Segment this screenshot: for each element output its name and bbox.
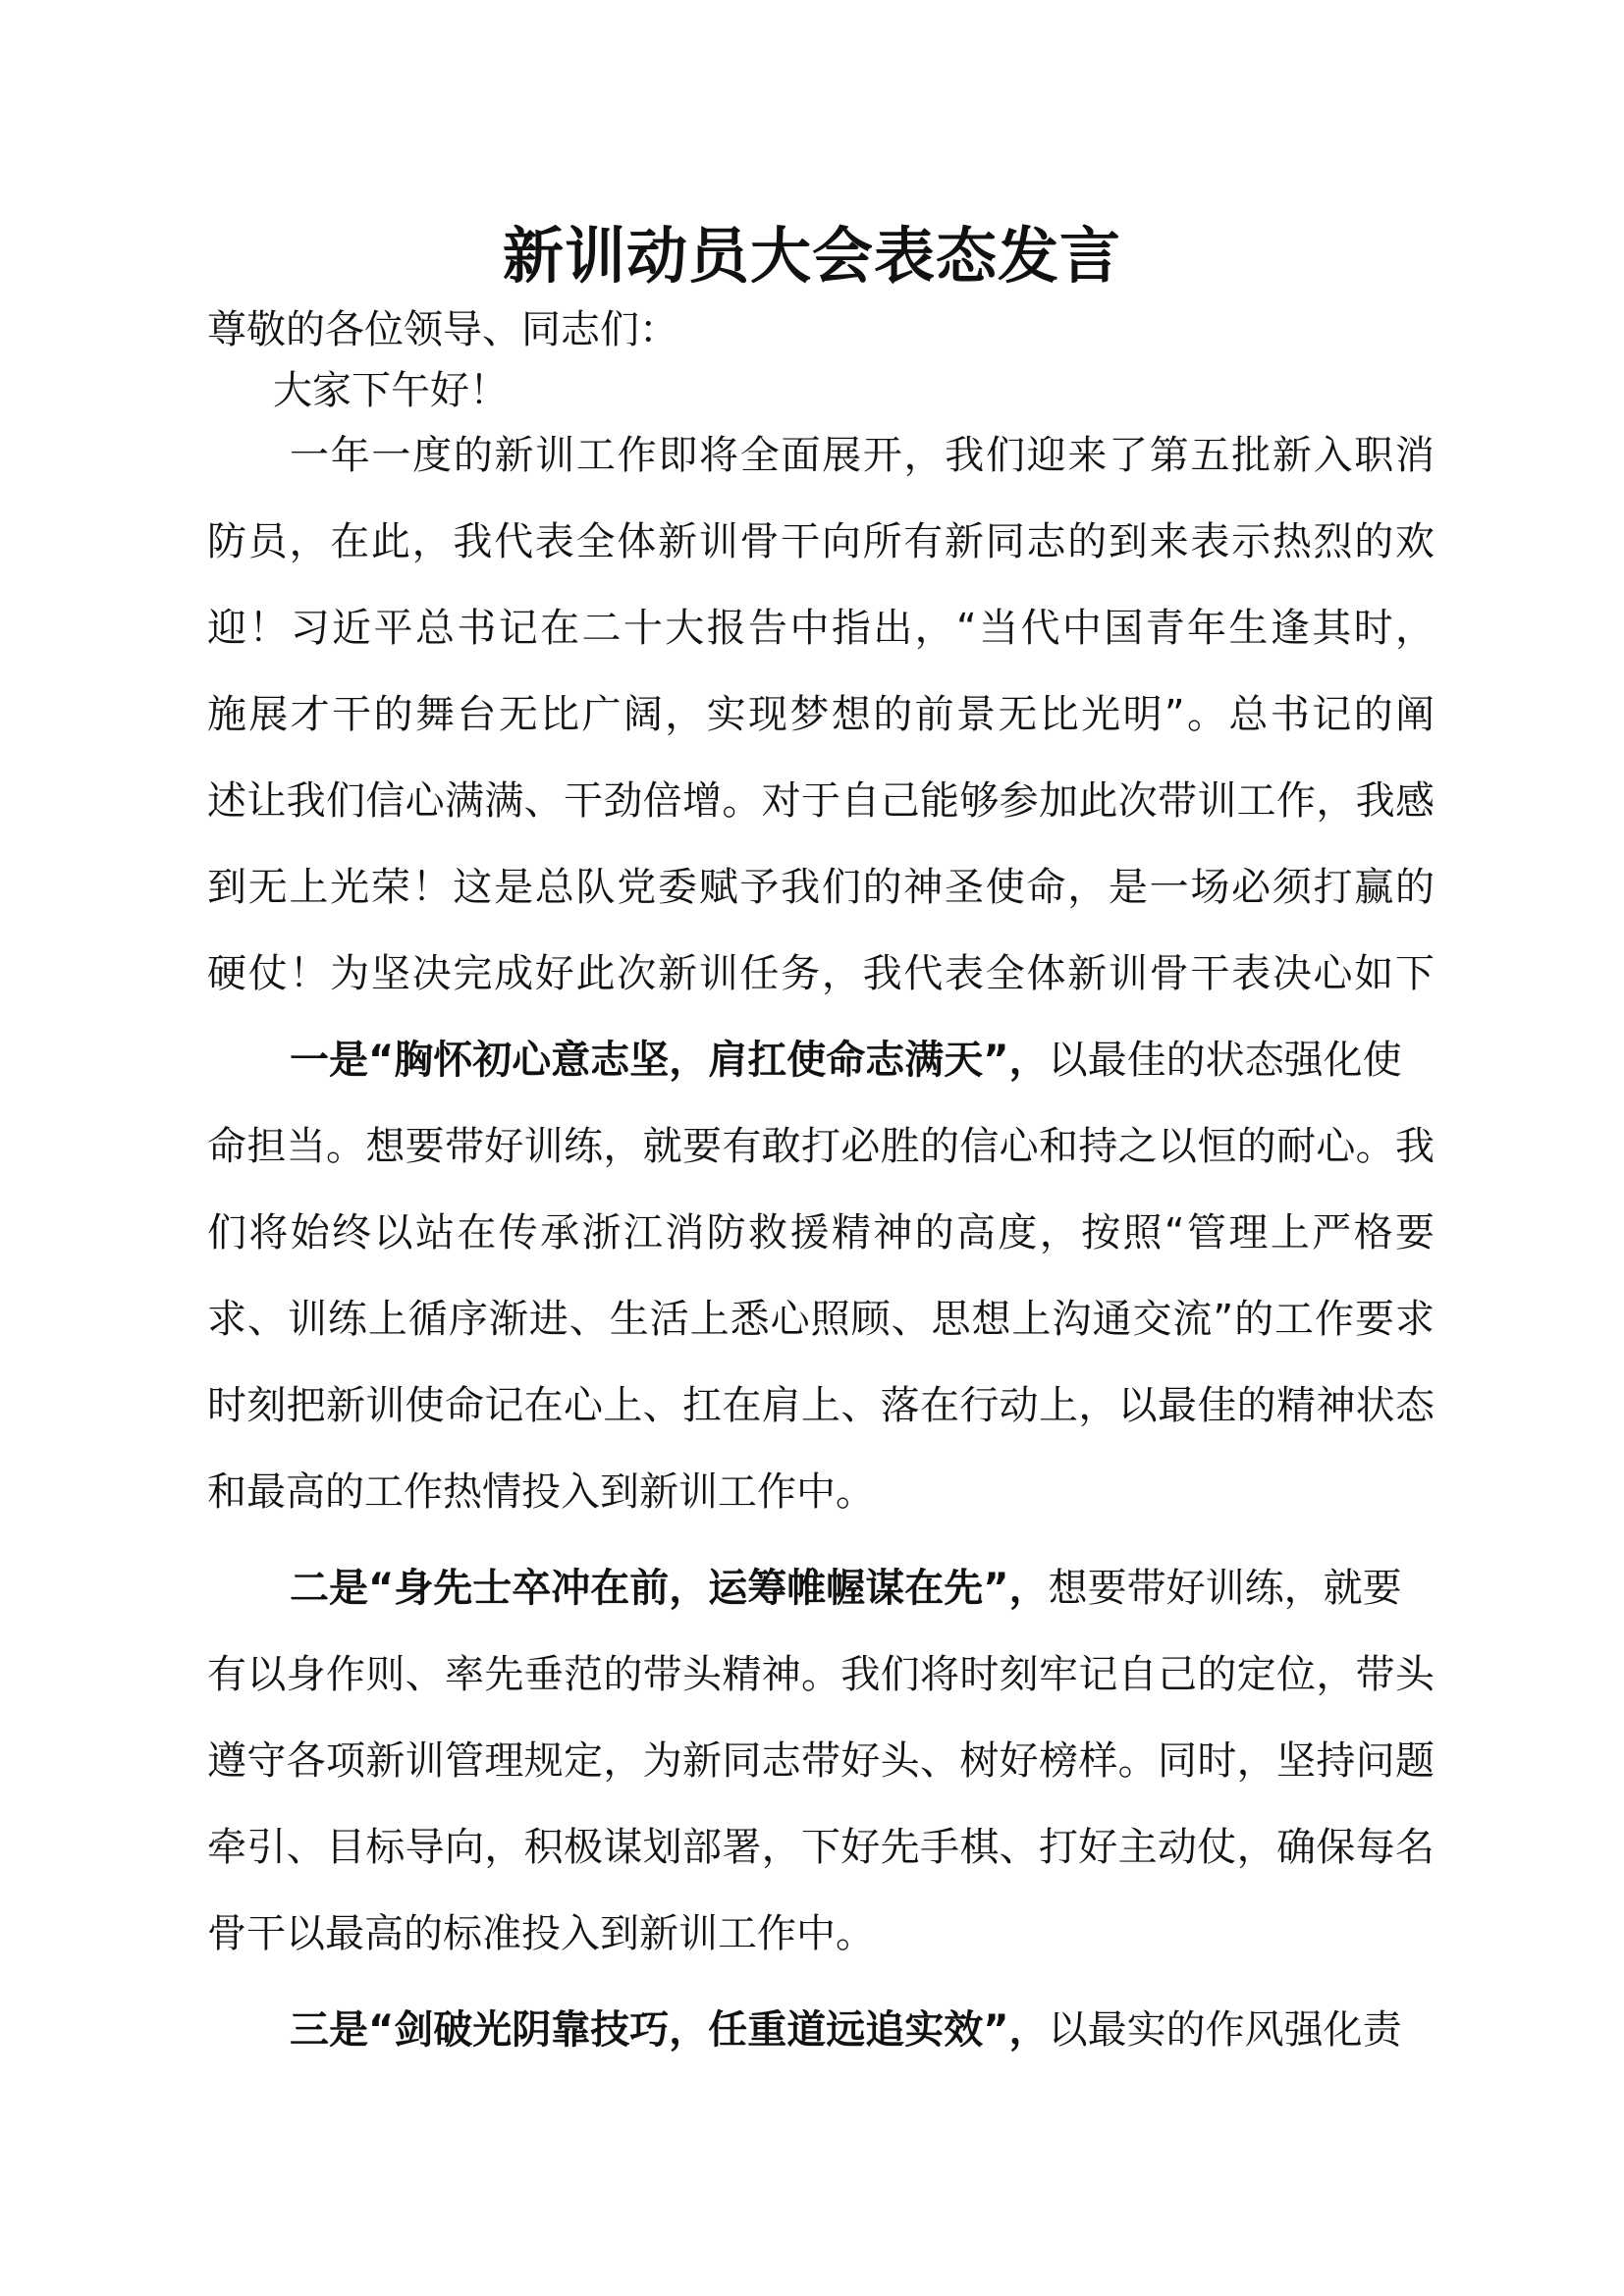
para1-line-6: 到无上光荣！这是总队党委赋予我们的神圣使命，是一场必须打赢的 bbox=[207, 865, 1435, 910]
para1-line-3: 迎！习近平总书记在二十大报告中指出，“当代中国青年生逢其时， bbox=[207, 606, 1435, 651]
para2-line-6: 和最高的工作热情投入到新训工作中。 bbox=[207, 1469, 875, 1515]
para3-line-4: 牵引、目标导向，积极谋划部署，下好先手棋、打好主动仗，确保每名 bbox=[207, 1825, 1435, 1870]
para3-first-line-rest: 想要带好训练，就要 bbox=[1048, 1566, 1402, 1611]
para3-line-5: 骨干以最高的标准投入到新训工作中。 bbox=[207, 1911, 875, 1956]
para1-line-5: 述让我们信心满满、干劲倍增。对于自己能够参加此次带训工作，我感 bbox=[207, 778, 1435, 824]
para1-line-1: 一年一度的新训工作即将全面展开，我们迎来了第五批新入职消 bbox=[290, 433, 1435, 478]
para3-line-2: 有以身作则、率先垂范的带头精神。我们将时刻牢记自己的定位，带头 bbox=[207, 1652, 1435, 1697]
para4-heading: 三是“剑破光阴靠技巧，任重道远追实效”， bbox=[290, 2007, 1049, 2053]
para1-line-4: 施展才干的舞台无比广阔，实现梦想的前景无比光明”。总书记的阐 bbox=[207, 692, 1435, 737]
salutation: 尊敬的各位领导、同志们： bbox=[207, 307, 678, 352]
para1-line-7: 硬仗！为坚决完成好此次新训任务，我代表全体新训骨干表决心如下 bbox=[207, 951, 1435, 996]
para3-first-line bbox=[290, 1559, 1517, 1618]
para4-first-line-rest: 以最实的作风强化责 bbox=[1048, 2007, 1402, 2053]
para2-first-line bbox=[290, 1031, 1517, 1090]
para3-line-3: 遵守各项新训管理规定，为新同志带好头、树好榜样。同时，坚持问题 bbox=[207, 1738, 1435, 1784]
para2-line-5: 时刻把新训使命记在心上、扛在肩上、落在行动上，以最佳的精神状态 bbox=[207, 1383, 1435, 1428]
para4-first-line bbox=[290, 2001, 1517, 2059]
para2-line-4: 求、训练上循序渐进、生活上悉心照顾、思想上沟通交流”的工作要求 bbox=[207, 1297, 1435, 1342]
para3-heading: 二是“身先士卒冲在前，运筹帷幄谋在先”， bbox=[290, 1566, 1049, 1611]
greeting: 大家下午好！ bbox=[273, 368, 509, 413]
document-title: 新训动员大会表态发言 bbox=[502, 220, 1121, 292]
para2-line-2: 命担当。想要带好训练，就要有敢打必胜的信心和持之以恒的耐心。我 bbox=[207, 1124, 1435, 1169]
para2-first-line-rest: 以最佳的状态强化使 bbox=[1048, 1038, 1402, 1083]
para2-heading: 一是“胸怀初心意志坚，肩扛使命志满天”， bbox=[290, 1038, 1049, 1083]
para2-line-3: 们将始终以站在传承浙江消防救援精神的高度，按照“管理上严格要 bbox=[207, 1210, 1435, 1255]
para1-line-2: 防员，在此，我代表全体新训骨干向所有新同志的到来表示热烈的欢 bbox=[207, 519, 1435, 564]
